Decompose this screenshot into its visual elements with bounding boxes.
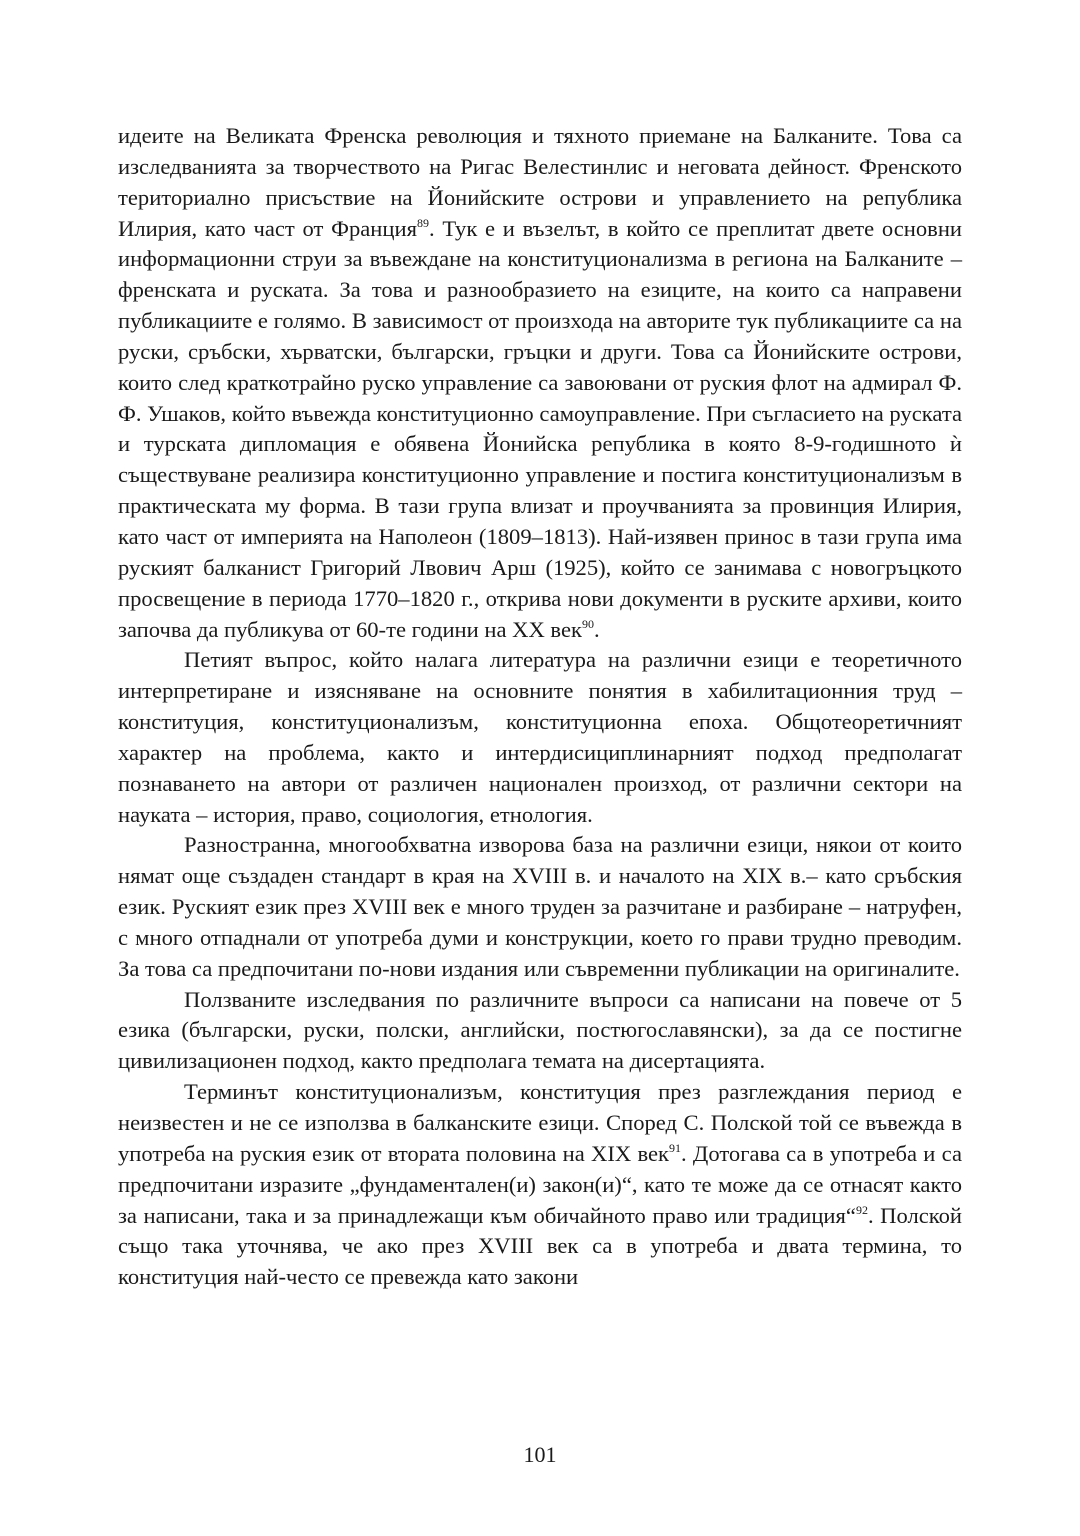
- paragraph-2: [118, 645, 962, 830]
- paragraph-text: Разностранна, многообхватна изворова база на различни езици, някои от които нямат още създаден стандарт в края на XVIII в. и началото на XIX в.– като сръбския език. Руският език през XVIII век е много труден за разчитане и разбиране – натруфен, с много отпаднали от употреба думи и конструкции, което го прави трудно преводим. За това са предпочитани по-нови издания или съвременни публикации на оригиналите.: [118, 832, 962, 981]
- paragraph-text: Ползваните изследвания по различните въпроси са написани на повече от 5 езика (български, руски, полски, английски, постюгославянски), за да се постигне цивилизационен подход, както предполага темата на дисертацията.: [118, 986, 962, 1074]
- footnote-ref-90: 90: [581, 616, 594, 631]
- paragraph-text: Петият въпрос, който налага литература на различни езици е теоретичното интерпретиране и изясняване на основните понятия в хабилитационния труд – конституция, конституционализъм, конституционна епоха. Общотеоретичният характер на проблема, както и интердисициплинарният подход предполагат познаването на автори от различен национален произход, от различни сектори на науката – история, право, социология, етнология.: [118, 647, 962, 827]
- footnote-ref-91: 91: [669, 1140, 682, 1155]
- paragraph-text: . Тук е и възелът, в който се преплитат двете основни информационни струи за въвеждане на конституционализма в региона на Балканите – френската и руската. За това и разнообразието на езиците, на които са направени публикациите е голямо. В зависимост от произхода на авторите тук публикациите са на руски, сръбски, хърватски, български, гръцки и други. Това са Йонийските острови, които след краткотрайно руско управление са завоювани от руския флот на адмирал Ф. Ф. Ушаков, който въвежда конституционно самоуправление. При съгласието на руската и турската дипломация е обявена Йонийска република в която 8-9-годишното ѝ съществуване реализира конституционно управление и постига конституционализъм в практическата му форма. В тази група влизат и проучванията за провинция Илирия, като част от империята на Наполеон (1809–1813). Най-изявен принос в тази група има руският балканист Григорий Лвович Арш (1925), който се занимава с новогръцкото просвещение в периода 1770–1820 г., открива нови документи в руските архиви, които започва да публикува от 60-те години на XX век: [118, 215, 962, 642]
- page-body: [118, 121, 962, 1293]
- paragraph-1: [118, 121, 962, 645]
- paragraph-text: Терминът конституционализъм, конституция през разглеждания период е неизвестен и не се използва в балканските езици. Според С. Полской той се въвежда в употреба на руския език от втората половина на XIX век: [118, 1079, 962, 1166]
- paragraph-3: [118, 830, 962, 984]
- paragraph-text: .: [593, 616, 600, 642]
- footnote-ref-89: 89: [416, 215, 429, 230]
- paragraph-5: [118, 1077, 962, 1293]
- footnote-ref-92: 92: [855, 1202, 868, 1217]
- paragraph-text: . Полской също така уточнява, че ако през XVIII век са в употреба и двата термина, то конституция най-често се превежда като закони: [118, 1202, 962, 1290]
- paragraph-text: идеите на Великата Френска революция и тяхното приемане на Балканите. Това са изследванията за творчеството на Ригас Велестинлис и неговата дейност. Френското териториално присъствие на Йонийските острови и управлението на република Илирия, като част от Франция: [118, 123, 962, 241]
- paragraph-text: . Дотогава са в употреба и са предпочитани изразите „фундаментален(и) закон(и)“, като те може да се отнасят както за написани, така и за принадлежащи към обичайното право или традиция“: [118, 1140, 962, 1228]
- paragraph-4: [118, 985, 962, 1078]
- page-number: 101: [523, 1442, 557, 1467]
